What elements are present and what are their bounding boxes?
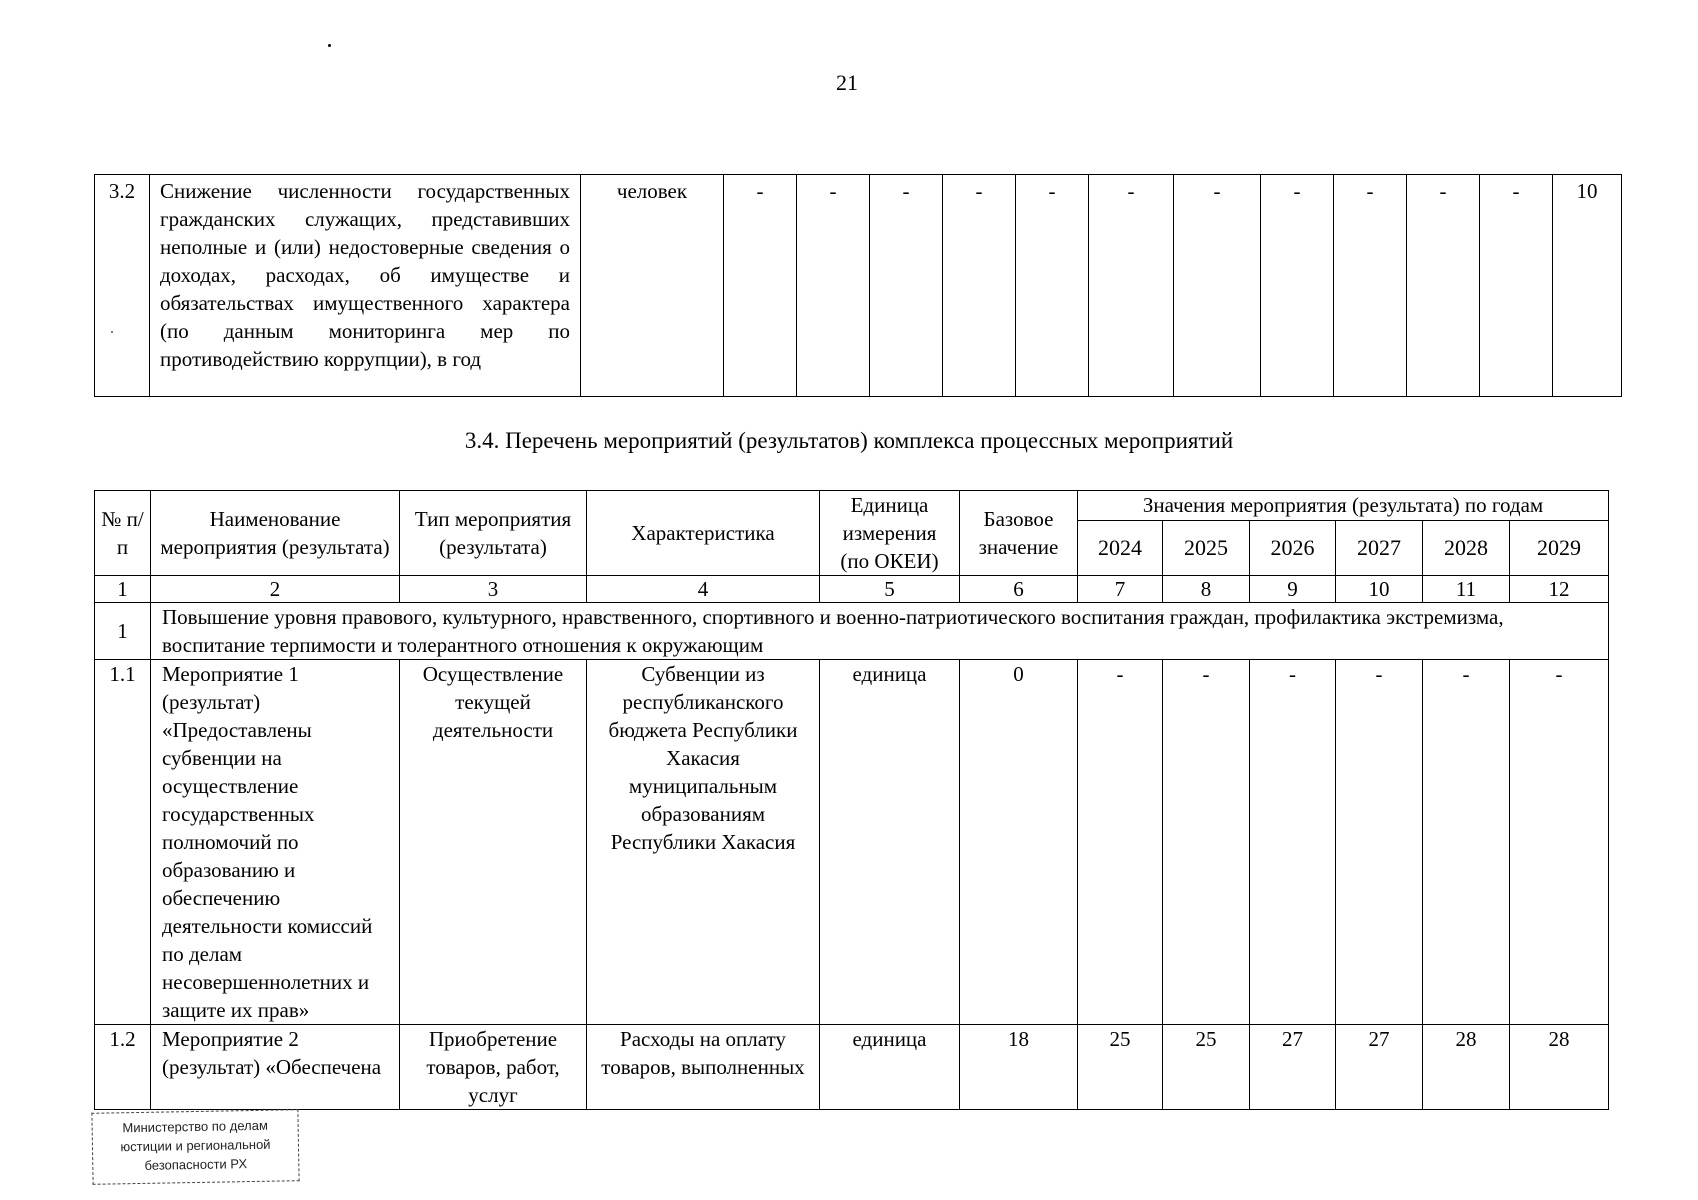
row-number: 3.2 [95,175,150,397]
value-cell: 25 [1078,1025,1163,1110]
measure-name: Мероприятие 2 (результат) «Обеспечена [151,1025,400,1110]
column-number: 3 [400,576,587,603]
header-type: Тип мероприятия (результата) [400,491,587,576]
section-row [95,603,1609,660]
indicator-name: Снижение численности государственных гражданских служащих, представивших неполные и (или) недостоверные сведения о доходах, расходах, об имуществе и обязательствах имущественного характера (по данным мониторинга мер по противодействию коррупции), в год [150,175,581,397]
value-cell: 25 [1163,1025,1250,1110]
value-cell: - [1250,660,1336,1025]
section-text: Повышение уровня правового, культурного, нравственного, спортивного и военно-патриотического воспитания граждан, профилактика экстремизма, воспитание терпимости и толерантного отношения к окружающим [151,603,1609,660]
table-row [95,175,1622,397]
value-cell: - [797,175,870,397]
measure-type: Приобретение товаров, работ, услуг [400,1025,587,1110]
value-cell: - [1089,175,1174,397]
column-number: 10 [1336,576,1423,603]
column-number: 12 [1510,576,1609,603]
header-row [95,491,1609,521]
page-number: 21 [836,70,858,95]
measure-characteristic: Субвенции из республиканского бюджета Республики Хакасия муниципальным образованиям Республики Хакасия [587,660,820,1025]
measure-name: Мероприятие 1 (результат) «Предоставлены субвенции на осуществление государственных полномочий по образованию и обеспечению деятельности комиссий по делам несовершеннолетних и защите их прав» [151,660,400,1025]
section-number: 1 [95,603,151,660]
value-cell: - [1078,660,1163,1025]
header-base: Базовое значение [960,491,1078,576]
column-number: 7 [1078,576,1163,603]
value-cell: - [1174,175,1261,397]
row-number: 1.1 [95,660,151,1025]
header-year: 2026 [1250,520,1336,575]
column-number: 6 [960,576,1078,603]
header-years-group: Значения мероприятия (результата) по годам [1078,491,1609,521]
value-cell: 27 [1336,1025,1423,1110]
value-cell: - [1163,660,1250,1025]
header-num: № п/п [95,491,151,576]
value-cell: - [1480,175,1553,397]
value-cell: 10 [1553,175,1622,397]
value-cell: - [870,175,943,397]
stamp-line: Министерство по делам [122,1117,268,1136]
measure-base: 18 [960,1025,1078,1110]
column-number: 4 [587,576,820,603]
measure-unit: единица [820,1025,960,1110]
value-cell: - [1336,660,1423,1025]
column-number: 11 [1423,576,1510,603]
column-number: 1 [95,576,151,603]
indicator-unit: человек [581,175,724,397]
stamp-line: безопасности РХ [144,1156,248,1173]
measures-table [94,490,1609,1110]
value-cell: 27 [1250,1025,1336,1110]
column-number: 8 [1163,576,1250,603]
header-year: 2027 [1336,520,1423,575]
header-year: 2024 [1078,520,1163,575]
value-cell: - [1407,175,1480,397]
table-row [95,660,1609,1025]
header-unit: Единица измерения (по ОКЕИ) [820,491,960,576]
stamp-line: юстиции и региональной [120,1136,271,1155]
value-cell: 28 [1510,1025,1609,1110]
header-year: 2029 [1510,520,1609,575]
header-name: Наименование мероприятия (результата) [151,491,400,576]
row-number: 1.2 [95,1025,151,1110]
value-cell: - [1423,660,1510,1025]
scan-speck [328,44,331,47]
measure-unit: единица [820,660,960,1025]
column-number: 2 [151,576,400,603]
column-number: 5 [820,576,960,603]
header-year: 2028 [1423,520,1510,575]
header-characteristic: Характеристика [587,491,820,576]
header-year: 2025 [1163,520,1250,575]
value-cell: - [1016,175,1089,397]
value-cell: - [943,175,1016,397]
measure-base: 0 [960,660,1078,1025]
value-cell: - [1334,175,1407,397]
measure-type: Осуществление текущей деятельности [400,660,587,1025]
value-cell: - [724,175,797,397]
value-cell: 28 [1423,1025,1510,1110]
column-number: 9 [1250,576,1336,603]
value-cell: - [1510,660,1609,1025]
value-cell: - [1261,175,1334,397]
section-title: 3.4. Перечень мероприятий (результатов) комплекса процессных мероприятий [464,428,1234,453]
table-row [95,1025,1609,1110]
continued-indicator-table [94,174,1622,397]
column-numbers-row [95,576,1609,603]
ministry-stamp [91,1109,299,1185]
measure-characteristic: Расходы на оплату товаров, выполненных [587,1025,820,1110]
